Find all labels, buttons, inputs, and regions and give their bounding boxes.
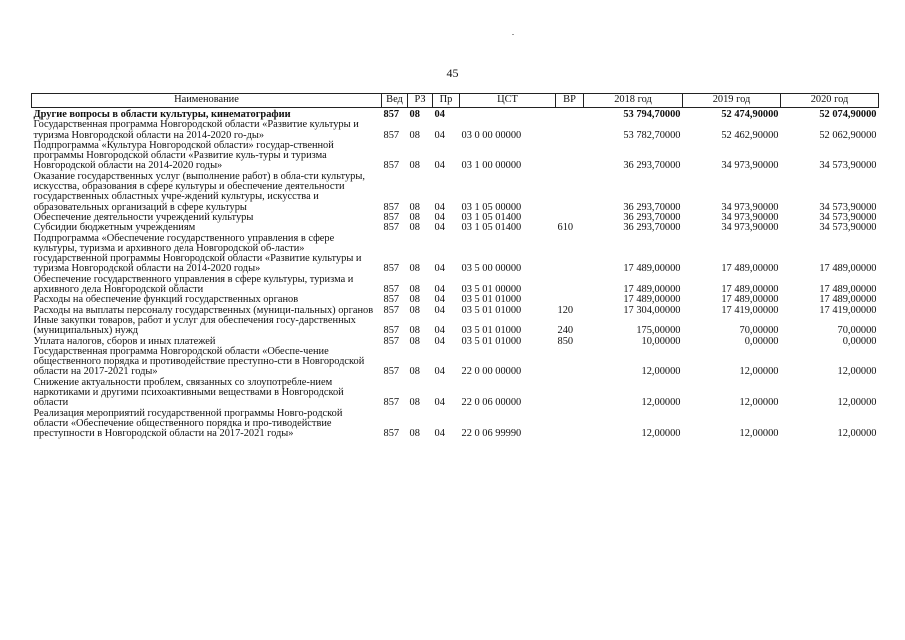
row-name: Уплата налогов, сборов и иных платежей	[33, 335, 216, 347]
row-name: Оказание государственных услуг (выполнение работ) в обла-сти культуры, искусства, образования в сфере культуры и обеспечение деятельности государственных областных учре-ждений культуры, искусства и образовательных организаций в сфере культуры	[33, 170, 365, 213]
row-pr: 04	[434, 335, 445, 347]
row-amount-2018: 17 489,00000	[623, 263, 681, 275]
row-pr: 04	[434, 294, 445, 306]
header-rz: РЗ	[408, 94, 433, 108]
row-name: Иные закупки товаров, работ и услуг для обеспечения госу-дарственных (муниципальных) нужд	[33, 314, 356, 337]
header-2020: 2020 год	[781, 94, 879, 108]
row-vr	[556, 347, 584, 378]
row-cst: 03 5 01 00000	[461, 284, 522, 296]
row-pr: 04	[434, 366, 445, 378]
row-ved: 857	[383, 211, 400, 223]
row-pr: 04	[434, 284, 445, 296]
row-ved: 857	[383, 304, 400, 316]
row-ved: 857	[383, 263, 400, 275]
row-amount-2020: 34 573,90000	[819, 160, 877, 172]
table-row	[32, 234, 879, 275]
row-amount-2018: 12,00000	[641, 428, 681, 440]
row-cst	[460, 108, 556, 121]
row-amount-2018: 53 782,70000	[623, 129, 681, 141]
row-vr: 240	[557, 325, 574, 337]
row-amount-2018: 17 489,00000	[623, 294, 681, 306]
row-cst: 03 5 00 00000	[461, 263, 522, 275]
row-vr	[556, 141, 584, 172]
row-rz: 08	[409, 109, 420, 120]
row-amount-2020: 12,00000	[837, 428, 877, 440]
row-ved: 857	[383, 335, 400, 347]
row-amount-2019: 17 489,00000	[721, 284, 779, 296]
row-cst: 03 1 05 00000	[461, 201, 522, 213]
row-name: Снижение актуальности проблем, связанных со злоупотребле-нием наркотиками и другими психоактивными веществами в Новгородской области	[33, 376, 344, 409]
row-pr: 04	[434, 160, 445, 172]
row-amount-2019: 70,00000	[739, 325, 779, 337]
row-rz: 08	[409, 366, 420, 378]
header-vr: ВР	[556, 94, 584, 108]
row-cst: 03 5 01 01000	[461, 294, 522, 306]
row-rz: 08	[409, 160, 420, 172]
table-row	[32, 172, 879, 213]
table-row	[32, 409, 879, 440]
row-amount-2019: 12,00000	[739, 397, 779, 409]
row-ved: 857	[383, 325, 400, 337]
row-amount-2018: 17 489,00000	[623, 284, 681, 296]
row-amount-2020: 17 489,00000	[819, 294, 877, 306]
row-name: Другие вопросы в области культуры, кинематографии	[33, 109, 291, 120]
row-ved: 857	[383, 294, 400, 306]
row-rz: 08	[409, 263, 420, 275]
row-vr	[556, 409, 584, 440]
row-cst: 03 1 05 01400	[461, 211, 522, 223]
row-pr: 04	[434, 397, 445, 409]
row-ved: 857	[383, 160, 400, 172]
row-rz: 08	[409, 222, 420, 234]
row-ved: 857	[383, 109, 400, 120]
row-ved: 857	[383, 129, 400, 141]
row-vr	[556, 172, 584, 213]
row-name: Государственная программа Новгородской области «Обеспе-чение общественного порядка и противодействие преступно-сти в Новгородской области на 2017-2021 годы»	[33, 345, 365, 378]
row-cst: 03 0 00 00000	[461, 129, 522, 141]
row-amount-2018: 53 794,70000	[623, 109, 681, 120]
row-amount-2019: 34 973,90000	[721, 222, 779, 234]
row-name: Расходы на выплаты персоналу государственных (муници-пальных) органов	[33, 304, 374, 316]
row-rz: 08	[409, 201, 420, 213]
row-name: Реализация мероприятий государственной программы Новго-родской области «Обеспечение общественного порядка и про-тиводействие преступности в Новгородской области на 2017-2021 годы»	[33, 407, 343, 440]
row-name: Государственная программа Новгородской области «Развитие культуры и туризма Новгородской области на 2014-2020 го-ды»	[33, 119, 359, 141]
row-amount-2018: 17 304,00000	[623, 304, 681, 316]
table-row	[32, 316, 879, 337]
row-amount-2018: 36 293,70000	[623, 222, 681, 234]
header-2018: 2018 год	[584, 94, 683, 108]
row-amount-2020: 34 573,90000	[819, 211, 877, 223]
row-name: Обеспечение государственного управления в сфере культуры, туризма и архивного дела Новгородской области	[33, 273, 354, 296]
table-row	[32, 120, 879, 141]
row-amount-2020: 17 489,00000	[819, 263, 877, 275]
row-amount-2018: 36 293,70000	[623, 201, 681, 213]
row-amount-2019: 52 462,90000	[721, 129, 779, 141]
budget-table	[31, 93, 879, 440]
row-ved: 857	[383, 201, 400, 213]
header-name: Наименование	[32, 94, 382, 108]
row-ved: 857	[383, 428, 400, 440]
header-row	[32, 94, 879, 108]
row-amount-2020: 17 419,00000	[819, 304, 877, 316]
row-pr: 04	[434, 211, 445, 223]
row-amount-2019: 17 489,00000	[721, 294, 779, 306]
row-pr: 04	[434, 109, 445, 120]
row-vr: 850	[557, 335, 574, 347]
row-rz: 08	[409, 211, 420, 223]
row-amount-2020: 34 573,90000	[819, 222, 877, 234]
row-name: Обеспечение деятельности учреждений культуры	[33, 211, 254, 223]
row-rz: 08	[409, 428, 420, 440]
row-vr	[556, 378, 584, 409]
row-vr	[556, 108, 584, 121]
row-name: Подпрограмма «Культура Новгородской области» государ-ственной программы Новгородской области «Развитие куль-туры и туризма Новгородской области на 2014-2020 годы»	[33, 139, 334, 172]
row-pr: 04	[434, 201, 445, 213]
row-amount-2020: 34 573,90000	[819, 201, 877, 213]
header-cst: ЦСТ	[460, 94, 556, 108]
row-amount-2018: 36 293,70000	[623, 211, 681, 223]
row-vr: 120	[557, 304, 574, 316]
row-pr: 04	[434, 129, 445, 141]
row-amount-2020: 12,00000	[837, 366, 877, 378]
row-ved: 857	[383, 397, 400, 409]
table-row	[32, 347, 879, 378]
row-cst: 22 0 06 00000	[461, 397, 522, 409]
row-name: Субсидии бюджетным учреждениям	[33, 222, 196, 234]
row-amount-2020: 0,00000	[842, 335, 877, 347]
row-cst: 03 5 01 01000	[461, 304, 522, 316]
table-row	[32, 275, 879, 296]
header-2019: 2019 год	[683, 94, 781, 108]
row-pr: 04	[434, 325, 445, 337]
row-rz: 08	[409, 129, 420, 141]
row-name: Подпрограмма «Обеспечение государственного управления в сфере культуры, туризма и архивного дела Новгородской об-ласти» государственной программы Новгородской области «Развитие культуры и туризма Новгородской области на 2014-2020 годы»	[33, 232, 362, 275]
row-amount-2020: 17 489,00000	[819, 284, 877, 296]
row-ved: 857	[383, 284, 400, 296]
row-rz: 08	[409, 397, 420, 409]
row-amount-2018: 10,00000	[641, 335, 681, 347]
row-cst: 03 5 01 01000	[461, 325, 522, 337]
header-ved: Вед	[382, 94, 408, 108]
row-vr	[556, 120, 584, 141]
row-amount-2018: 12,00000	[641, 366, 681, 378]
row-amount-2018: 175,00000	[636, 325, 681, 337]
row-amount-2019: 0,00000	[744, 335, 779, 347]
row-amount-2019: 12,00000	[739, 366, 779, 378]
row-cst: 22 0 06 99990	[461, 428, 522, 440]
row-cst: 22 0 00 00000	[461, 366, 522, 378]
row-ved: 857	[383, 222, 400, 234]
row-vr	[556, 234, 584, 275]
table-row	[32, 141, 879, 172]
row-name: Расходы на обеспечение функций государственных органов	[33, 294, 299, 306]
row-vr	[556, 275, 584, 296]
row-amount-2019: 12,00000	[739, 428, 779, 440]
row-pr: 04	[434, 304, 445, 316]
row-amount-2020: 52 074,90000	[819, 109, 877, 120]
row-amount-2020: 52 062,90000	[819, 129, 877, 141]
row-amount-2018: 12,00000	[641, 397, 681, 409]
row-rz: 08	[409, 284, 420, 296]
row-amount-2020: 12,00000	[837, 397, 877, 409]
row-cst: 03 5 01 01000	[461, 335, 522, 347]
row-cst: 03 1 05 01400	[461, 222, 522, 234]
row-rz: 08	[409, 325, 420, 337]
row-rz: 08	[409, 304, 420, 316]
row-amount-2019: 34 973,90000	[721, 160, 779, 172]
row-amount-2018: 36 293,70000	[623, 160, 681, 172]
scan-speck	[512, 34, 514, 35]
row-ved: 857	[383, 366, 400, 378]
row-amount-2020: 70,00000	[837, 325, 877, 337]
row-amount-2019: 52 474,90000	[721, 109, 779, 120]
row-amount-2019: 34 973,90000	[721, 211, 779, 223]
row-pr: 04	[434, 263, 445, 275]
row-amount-2019: 17 489,00000	[721, 263, 779, 275]
row-cst: 03 1 00 00000	[461, 160, 522, 172]
table-row	[32, 378, 879, 409]
header-pr: Пр	[433, 94, 460, 108]
row-rz: 08	[409, 294, 420, 306]
row-pr: 04	[434, 222, 445, 234]
row-pr: 04	[434, 428, 445, 440]
page-number: 45	[446, 66, 459, 80]
row-rz: 08	[409, 335, 420, 347]
row-amount-2019: 17 419,00000	[721, 304, 779, 316]
row-amount-2019: 34 973,90000	[721, 201, 779, 213]
row-vr: 610	[557, 222, 574, 234]
